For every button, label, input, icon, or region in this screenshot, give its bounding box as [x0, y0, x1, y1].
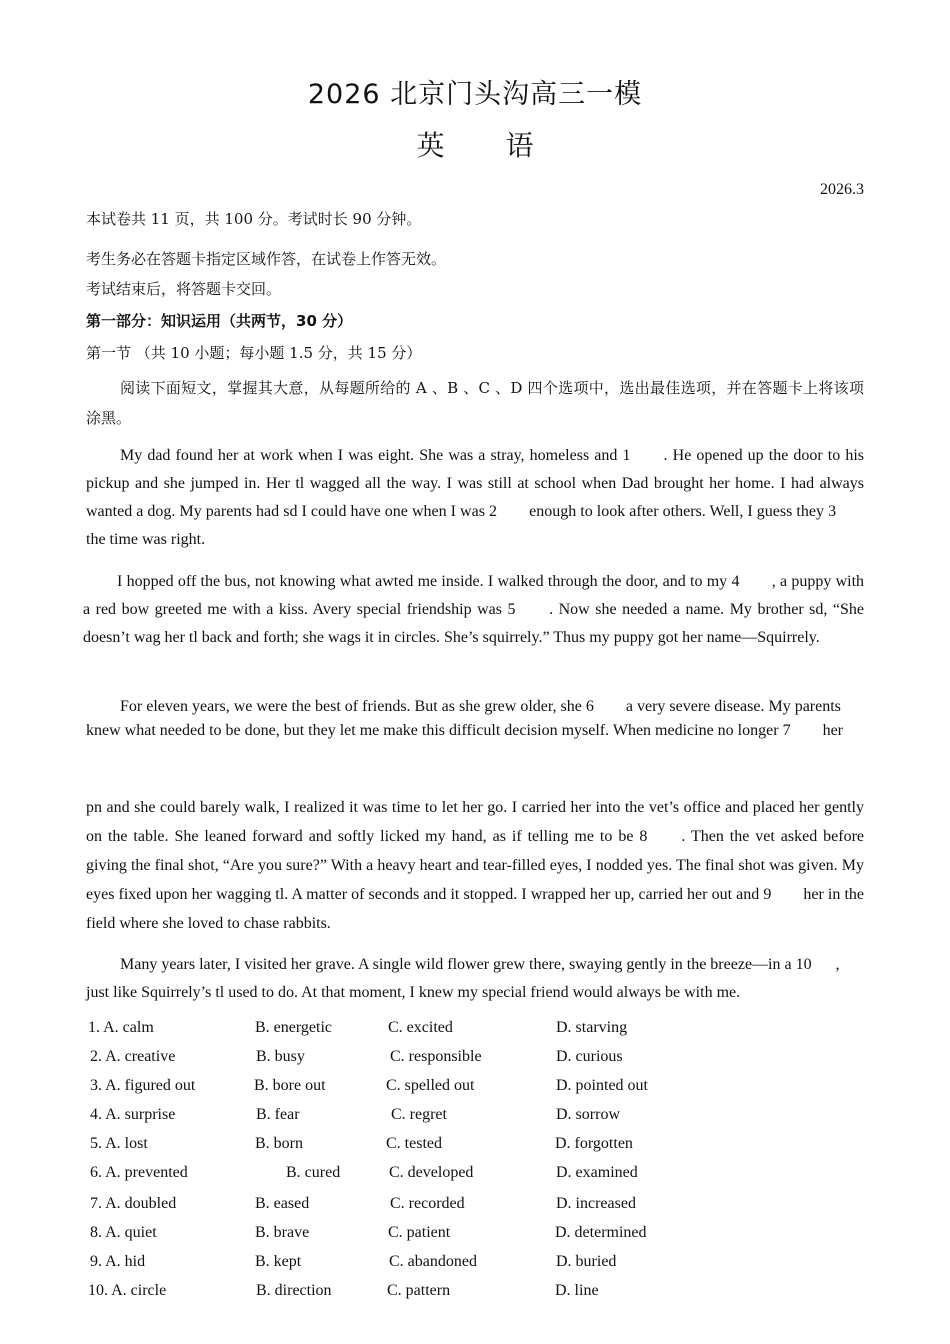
passage-text: For eleven years, we were the best of friends. But as she grew older, she	[120, 698, 582, 715]
passage-text: enough to look after others. Well, I guess they	[529, 503, 824, 520]
option-c: C. recorded	[390, 1195, 465, 1212]
option-d: D. forgotten	[555, 1135, 633, 1152]
option-b: B. eased	[255, 1195, 310, 1212]
option-c: C. responsible	[390, 1048, 482, 1065]
passage-text: , just like Squirrely’s tl used to do. At that moment, I knew my special friend would always be with me.	[86, 956, 840, 1001]
passage-text: Many years later, I visited her grave. A single wild flower grew there, swaying gently in the breeze—in a	[120, 956, 792, 973]
option-b: B. busy	[256, 1048, 305, 1065]
option-a: 7. A. doubled	[90, 1195, 177, 1212]
instruction-line-1: 本试卷共 11 页，共 100 分。考试时长 90 分钟。	[86, 210, 422, 228]
option-d: D. pointed out	[556, 1077, 648, 1094]
option-a: 3. A. figured out	[90, 1077, 196, 1094]
passage-text: pn and she could barely walk, I realized it was time to let her go. I carried her into the vet’s office and placed her gently on the table. She leaned forward and softly licked my hand, as if telling me to be	[86, 799, 864, 845]
blank-3: 3	[828, 503, 837, 520]
blank-6: 6	[585, 698, 594, 715]
option-b: B. born	[255, 1135, 303, 1152]
passage-paragraph-1	[86, 442, 864, 554]
passage-text: her	[822, 722, 843, 739]
options-row-9	[0, 1253, 950, 1282]
option-a: 8. A. quiet	[90, 1224, 157, 1241]
option-b: B. cured	[286, 1164, 341, 1181]
passage-paragraph-5	[86, 951, 858, 1007]
option-c: C. abandoned	[389, 1253, 477, 1270]
option-a: 1. A. calm	[88, 1019, 154, 1036]
blank-5: 5	[507, 601, 516, 618]
option-d: D. determined	[555, 1224, 647, 1241]
option-a: 4. A. surprise	[90, 1106, 176, 1123]
option-c: C. tested	[386, 1135, 442, 1152]
options-row-5	[0, 1135, 950, 1164]
page-title: 2026 北京门头沟高三一模	[307, 79, 643, 110]
passage-paragraph-4	[86, 793, 864, 938]
option-d: D. line	[555, 1282, 599, 1299]
passage-text: the time was right.	[86, 531, 206, 548]
option-c: C. developed	[389, 1164, 474, 1181]
passage-text: . He opened up the door to his pickup and she jumped in. Her tl wagged all the way. I was still at school when Dad brought her home. I had always wanted a dog. My parents had sd I could have one when I was	[86, 447, 864, 520]
options-row-4	[0, 1106, 950, 1135]
passage-text: her in the field where she loved to chase rabbits.	[86, 886, 865, 932]
options-row-3	[0, 1077, 950, 1106]
section-direction	[86, 373, 864, 433]
passage-text: a very severe disease. My parents knew what needed to be done, but they let me make this difficult decision myself. When medicine no longer	[86, 698, 841, 739]
passage-paragraph-3	[86, 695, 858, 743]
option-d: D. buried	[556, 1253, 617, 1270]
options-row-10	[0, 1282, 950, 1311]
options-row-7	[0, 1195, 950, 1224]
blank-7: 7	[782, 722, 791, 739]
option-c: C. spelled out	[386, 1077, 475, 1094]
part-title: 第一部分：知识运用（共两节，30 分）	[86, 312, 353, 330]
option-a: 6. A. prevented	[90, 1164, 188, 1181]
options-row-2	[0, 1048, 950, 1077]
passage-text: I hopped off the bus, not knowing what awted me inside. I walked through the door, and to my	[117, 573, 728, 590]
direction-text: 阅读下面短文，掌握其大意，从每题所给的 A 、B 、C 、D 四个选项中，选出最佳选项，并在答题卡上将该项涂黑。	[86, 379, 864, 427]
passage-text: My dad found her at work when I was eight. She was a stray, homeless and	[120, 447, 618, 464]
instruction-line-3: 考试结束后，将答题卡交回。	[86, 280, 282, 298]
option-b: B. brave	[255, 1224, 310, 1241]
option-b: B. direction	[256, 1282, 332, 1299]
option-c: C. regret	[391, 1106, 447, 1123]
blank-10: 10	[795, 956, 812, 973]
option-d: D. starving	[556, 1019, 628, 1036]
option-b: B. bore out	[254, 1077, 326, 1094]
blank-1: 1	[622, 447, 631, 464]
blank-8: 8	[639, 828, 648, 845]
option-d: D. increased	[556, 1195, 636, 1212]
passage-paragraph-2	[83, 568, 864, 652]
option-c: C. pattern	[387, 1282, 451, 1299]
instruction-line-2: 考生务必在答题卡指定区域作答，在试卷上作答无效。	[86, 250, 447, 268]
option-a: 2. A. creative	[90, 1048, 176, 1065]
passage-text: . Now she needed a name. My brother sd, “She doesn’t wag her tl back and forth; she wags it in circles. She’s squirrely.” Thus my puppy got her name—Squirrely.	[83, 601, 865, 646]
option-b: B. kept	[255, 1253, 302, 1270]
option-c: C. patient	[388, 1224, 451, 1241]
exam-date: 2026.3	[820, 181, 864, 198]
blank-2: 2	[489, 503, 498, 520]
passage-text: , a puppy with a red bow greeted me with a kiss. Avery special friendship was	[83, 573, 865, 618]
option-a: 5. A. lost	[90, 1135, 148, 1152]
option-b: B. energetic	[255, 1019, 333, 1036]
blank-4: 4	[731, 573, 740, 590]
option-a: 10. A. circle	[88, 1282, 167, 1299]
option-d: D. curious	[556, 1048, 623, 1065]
section-title: 第一节 （共 10 小题；每小题 1.5 分，共 15 分）	[86, 344, 422, 362]
option-d: D. examined	[556, 1164, 638, 1181]
options-row-6	[0, 1164, 950, 1193]
option-c: C. excited	[388, 1019, 453, 1036]
option-d: D. sorrow	[556, 1106, 620, 1123]
options-row-8	[0, 1224, 950, 1253]
option-b: B. fear	[256, 1106, 300, 1123]
options-row-1	[0, 1019, 950, 1048]
passage-text: . Then the vet asked before giving the final shot, “Are you sure?” With a heavy heart and tear-filled eyes, I nodded yes. The final shot was given. My eyes fixed upon her wagging tl. A matter of seconds and it stopped. I wrapped her up, carried her out and	[86, 828, 865, 903]
blank-9: 9	[763, 886, 772, 903]
subject-title: 英 语	[416, 129, 534, 162]
option-a: 9. A. hid	[90, 1253, 146, 1270]
